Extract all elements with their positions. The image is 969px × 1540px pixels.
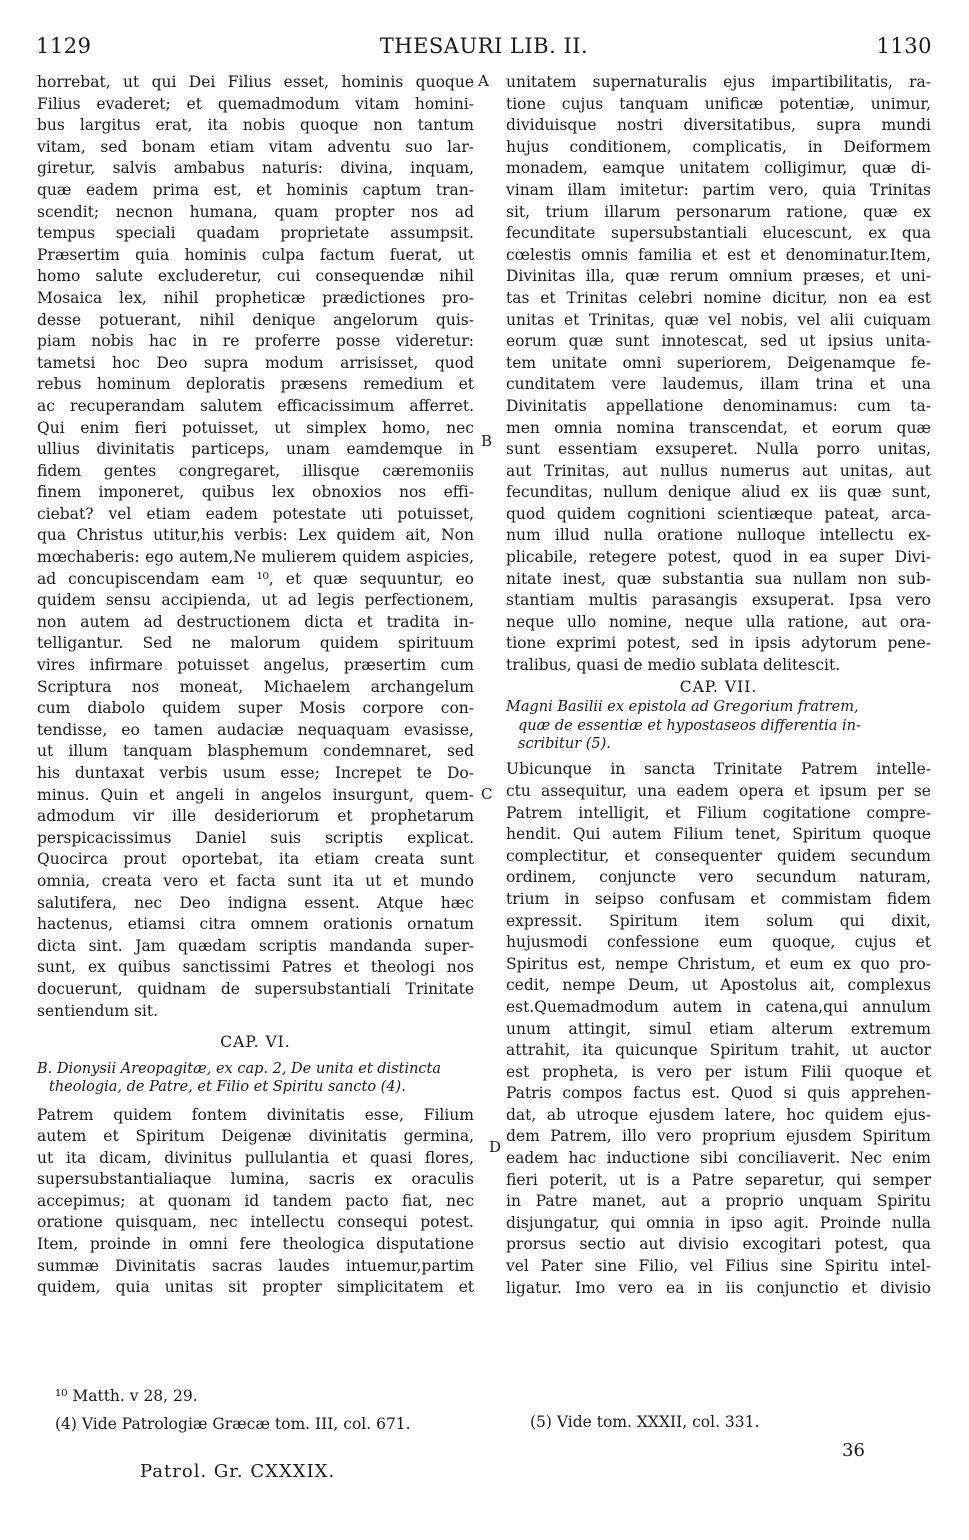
text-line: Præsertim quia hominis culpa factum fuerat, ut xyxy=(37,245,474,264)
footnote: ¹⁰ Matth. v 28, 29. xyxy=(55,1387,198,1405)
text-line: ac recuperandam salutem efficacissimum afferret. xyxy=(37,396,474,415)
text-line: unitatem supernaturalis ejus impartibilitatis, ra- xyxy=(506,73,931,91)
footnote: (5) Vide tom. XXXII, col. 331. xyxy=(530,1413,760,1431)
text-line: telligantur. Sed ne malorum quidem spirituum xyxy=(37,634,474,653)
text-line: qua Christus utitur,his verbis: Lex quidem ait, Non xyxy=(37,526,474,545)
text-line: men omnia nomina transcendat, et eorum quæ xyxy=(506,418,931,437)
text-line: finem imponeret, quibus lex obnoxios nos effi- xyxy=(37,483,474,502)
text-line: expressit. Spiritum item solum qui dixit, xyxy=(506,911,931,930)
text-line: dem Patrem, illo vero proprium ejusdem Spiritum xyxy=(506,1127,931,1146)
text-line: est.Quemadmodum autem in catena,qui annulum xyxy=(506,997,931,1016)
text-line: Quocirca prout oportebat, ita etiam creata sunt xyxy=(37,850,474,869)
chapter-heading: CAP. VI. xyxy=(220,1033,291,1052)
text-line: vinam illam imitetur: partim vero, quia Trinitas xyxy=(506,180,931,199)
text-line: complectitur, et consequenter quidem secundum xyxy=(506,846,931,865)
text-line: disjungatur, qui omnia in ipso agit. Proinde nulla xyxy=(506,1213,931,1232)
text-line: tione cujus tanquam unificæ potentiæ, unimur, xyxy=(506,94,931,113)
footnotes-right xyxy=(530,1411,759,1433)
text-line: tendisse, eo tamen audaciæ nequaquam evasisse, xyxy=(37,720,474,739)
text-line: Qui enim fieri potuisset, ut simplex homo, nec xyxy=(37,418,474,437)
text-line: sunt essentiam exsuperet. Nulla porro unitas, xyxy=(506,440,931,459)
text-line: unum attingit, simul etiam alterum extremum xyxy=(506,1019,931,1038)
text-line: ullius divinitatis particeps, unam eamdemque in xyxy=(37,440,474,459)
printer-signature: Patrol. Gr. CXXXIX. xyxy=(140,1461,336,1482)
text-line: supersubstantialiaque lumina, sacris ex oraculis xyxy=(37,1170,474,1189)
text-line: Spiritus est, nempe Christum, et eum ex quo pro- xyxy=(506,954,931,973)
text-line: ad concupiscendam eam ¹⁰, et quæ sequuntur, eo xyxy=(37,569,474,588)
text-line: hendit. Qui autem Filium tenet, Spiritum quoque xyxy=(506,825,931,844)
text-line: bus largitus erat, ita nobis quoque non tantum xyxy=(37,116,474,135)
chapter-source-line: theologia, de Patre, et Filio et Spiritu sancto (4). xyxy=(49,1079,406,1096)
text-line: ordinem, conjuncte vero secundum naturam, xyxy=(506,868,931,887)
text-line: Divinitas illa, quæ rerum omnium præses, et uni- xyxy=(506,267,931,286)
text-line: Ubicunque in sancta Trinitate Patrem intelle- xyxy=(506,760,931,779)
left-column xyxy=(37,72,474,1299)
text-line: sit, trium illarum personarum ratione, quæ ex xyxy=(506,202,931,221)
text-line: oratione quisquam, nec intellectu consequi potest. xyxy=(37,1213,474,1232)
text-line: tempus speciali quadam proprietate assumpsit. xyxy=(37,224,474,243)
text-line: eorum quæ sunt innotescat, sed ut ipsius unita- xyxy=(506,332,931,351)
running-title: THESAURI LIB. II. xyxy=(379,34,589,58)
text-line: hactenus, etiamsi citra omnem orationis ornatum xyxy=(37,915,474,934)
chapter-source-line: scribitur (5). xyxy=(518,736,611,752)
text-line: tralibus, quasi de medio sublata delitescit. xyxy=(506,656,841,675)
text-line: omnia, creata vero et facta sunt ita ut et mundo xyxy=(37,871,474,890)
text-line: vel Pater sine Filio, vel Filius sine Spiritu intel- xyxy=(506,1257,931,1276)
text-line: Patrem quidem fontem divinitatis esse, Filium xyxy=(37,1105,474,1124)
text-line: autem et Spiritum Deigenæ divinitatis germina, xyxy=(37,1127,474,1146)
text-line: fidem gentes congregaret, illisque cæremoniis xyxy=(37,461,474,480)
text-line: plicabile, retegere potest, quod in ea super Divi- xyxy=(506,548,931,567)
page-number-left: 1129 xyxy=(36,34,92,58)
text-line: ut ita dicam, divinitus pullulantia et quasi flores, xyxy=(37,1148,474,1167)
text-line: attrahit, ita quicunque Spiritum trahit, ut auctor xyxy=(506,1041,931,1060)
text-line: his duntaxat verbis usum esse; Increpet te Do- xyxy=(37,764,474,782)
text-line: admodum vir ille desideriorum et prophetarum xyxy=(37,807,474,826)
text-line: tametsi hoc Deo supra modum arrisisset, quod xyxy=(37,353,474,372)
margin-letter-d: D xyxy=(489,1138,502,1156)
text-line: tem unitate omni superiorem, Deigenamque fe- xyxy=(506,353,931,372)
text-line: sentiendum sit. xyxy=(37,1001,159,1020)
text-line: desse potuerant, nihil denique angelorum quis- xyxy=(37,310,474,329)
right-column xyxy=(506,72,931,1299)
text-line: ut illum tanquam blasphemum condemnaret, sed xyxy=(37,742,474,761)
text-line: accepimus; at quonam id tandem pacto fiat, nec xyxy=(37,1191,474,1210)
text-line: Mosaica lex, nihil propheticæ prædictiones pro- xyxy=(37,288,474,307)
text-line: homo salute excluderetur, cui consequendæ nihil xyxy=(37,267,474,286)
footnotes-left xyxy=(55,1385,411,1435)
text-line: quidem sensu accipienda, ut ad legis perfectionem, xyxy=(37,591,474,610)
text-line: perspicacissimus Daniel suis scriptis explicat. xyxy=(37,828,474,847)
text-line: minus. Quin et angeli in angelos insurgunt, quem- xyxy=(37,785,474,804)
margin-letter-c: C xyxy=(481,785,493,803)
text-line: docuerunt, quidnam de supersubstantiali Trinitate xyxy=(37,979,474,998)
text-line: salutifera, nec Deo indigna essent. Atque hæc xyxy=(37,893,474,912)
text-line: sunt, ex quibus sanctissimi Patres et theologi nos xyxy=(37,958,474,977)
text-line: trium in seipso confusam et commistam fidem xyxy=(506,889,931,908)
text-line: est propheta, is vero per istum Filii quoque et xyxy=(506,1062,931,1081)
page-number-right: 1130 xyxy=(876,34,932,58)
text-line: neque ullo nomine, neque ulla ratione, aut ora- xyxy=(506,612,931,631)
text-line: unitas et Trinitas, quæ vel nobis, vel alii cuiquam xyxy=(506,310,931,329)
text-line: mœchaberis: ego autem,Ne mulierem quidem aspicies, xyxy=(37,548,474,567)
text-line: horrebat, ut qui Dei Filius esset, hominis quoque xyxy=(37,73,474,91)
text-line: summæ Divinitatis sacras laudes intuemur,partim xyxy=(37,1256,474,1275)
text-line: num illud nulla oratione nulloque intellectu ex- xyxy=(506,526,931,545)
text-line: hujusmodi confessione eum quoque, cujus et xyxy=(506,933,931,952)
text-line: Filius evaderet; et quemadmodum vitam homini- xyxy=(37,94,474,113)
text-line: eadem hac inductione sibi conciliaverit. Nec enim xyxy=(506,1149,931,1168)
text-line: piam nobis hac in re proferre posse videretur: xyxy=(37,332,474,351)
text-line: dividuisque nostri diversitatibus, supra mundi xyxy=(506,116,931,135)
chapter-source-line: Magni Basilii ex epistola ad Gregorium fratrem, xyxy=(506,699,859,716)
text-line: cœlestis omnis familia et est et denominatur.Item, xyxy=(506,245,931,264)
chapter-heading: CAP. VII. xyxy=(679,677,758,696)
chapter-source-line: B. Dionysii Areopagitæ, ex cap. 2, De unita et distincta xyxy=(37,1060,442,1077)
footnote: (4) Vide Patrologiæ Græcæ tom. III, col. 671. xyxy=(55,1415,411,1433)
text-line: prorsus sectio aut divisio excogitari potest, qua xyxy=(506,1235,931,1254)
text-line: ligatur. Imo vero ea in iis conjunctio et divisio xyxy=(506,1278,931,1297)
text-line: Item, proinde in omni fere theologica disputatione xyxy=(37,1235,474,1254)
text-line: scendit; necnon humana, quam propter nos ad xyxy=(37,202,474,221)
text-line: quidem, quia unitas sit propter simplicitatem et xyxy=(37,1278,474,1297)
text-line: hujus conditionem, complicatis, in Deiformem xyxy=(506,137,931,156)
text-line: vires infirmare potuisset angelus, præsertim cum xyxy=(37,656,474,675)
margin-letter-a: A xyxy=(478,72,489,90)
text-line: nitate inest, quæ substantia sua nullam non sub- xyxy=(506,569,931,588)
running-header xyxy=(36,34,932,58)
text-line: Scriptura nos moneat, Michaelem archangelum xyxy=(37,677,474,696)
margin-letter-b: B xyxy=(481,432,493,450)
text-line: cunditatem vere laudemus, illam trina et una xyxy=(506,375,931,394)
text-line: dat, ab utroque ejusdem latere, hoc quidem ejus- xyxy=(506,1105,931,1124)
text-line: monadem, eamque unitatem colligimur, quæ di- xyxy=(506,159,931,178)
text-line: vitam, sed bonam etiam vitam adventu suo lar- xyxy=(37,137,474,156)
signature-number: 36 xyxy=(842,1440,865,1461)
text-line: rebus hominum deploratis præsens remedium et xyxy=(37,375,474,394)
chapter-source-line: quæ de essentiæ et hypostaseos differentia in- xyxy=(518,717,861,734)
text-line: non autem ad destructionem dicta et tradita in- xyxy=(37,612,474,631)
text-line: cum diabolo quidem super Mosis corpore con- xyxy=(37,699,474,718)
text-line: cedit, nempe Deum, ut Apostolus ait, complexus xyxy=(506,976,931,995)
text-line: in Patre manet, aut a proprio unquam Spiritu xyxy=(506,1192,931,1211)
text-line: tione exprimi potest, sed in ipsis adytorum pene- xyxy=(506,634,931,653)
text-line: Patrem intelligit, et Filium cogitatione compre- xyxy=(506,803,931,822)
text-line: dicta sint. Jam quædam scriptis mandanda super- xyxy=(37,936,474,955)
text-line: quod quidem cognitioni scientiæque pateat, arca- xyxy=(506,504,931,523)
text-line: tas et Trinitas celebri nomine dicitur, non ea est xyxy=(506,288,931,307)
text-line: stantiam multis parasangis exsuperat. Ipsa vero xyxy=(506,591,931,610)
text-line: Patris compos factus est. Quod si quis apprehen- xyxy=(506,1084,931,1103)
text-line: fecunditate supersubstantiali elucescunt, ex qua xyxy=(506,224,931,243)
text-line: Divinitatis appellatione denominamus: cum ta- xyxy=(506,396,931,415)
text-line: quæ eadem prima est, et hominis captum tran- xyxy=(37,180,474,199)
text-line: ctu assequitur, una eadem opera et ipsum per se xyxy=(506,781,931,800)
text-line: giretur, salvis ambabus naturis: divina, inquam, xyxy=(37,159,474,178)
text-line: aut Trinitas, aut nullus numerus aut unitas, aut xyxy=(506,461,931,480)
text-line: fieri poterit, ut is a Patre separetur, qui semper xyxy=(506,1170,931,1189)
text-line: ciebat? vel etiam eadem potestate uti potuisset, xyxy=(37,504,474,523)
text-line: fecunditas, nullum denique aliud ex iis quæ sunt, xyxy=(506,483,931,502)
